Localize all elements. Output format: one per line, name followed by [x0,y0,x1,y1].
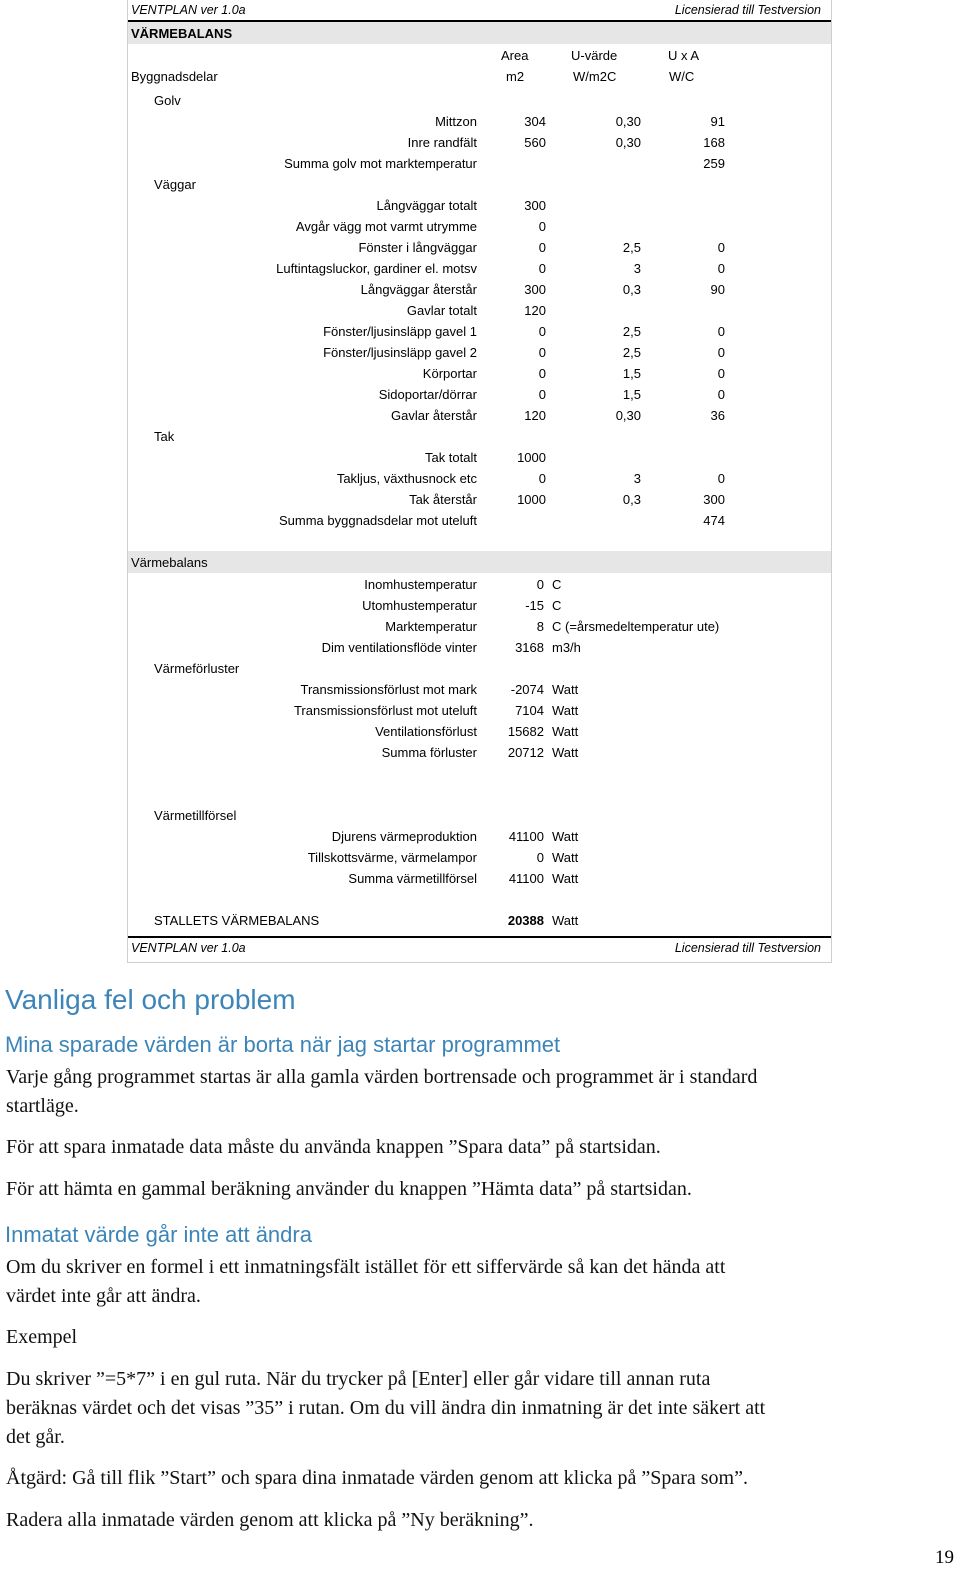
table-row [128,384,831,405]
area-cell: 0 [538,324,546,339]
ua-cell: 0 [717,471,725,486]
unit-cell: Watt [552,871,579,886]
table-row [128,468,831,489]
category-row [128,658,831,679]
paragraph: Exempel [6,1326,78,1348]
unit-cell: C (=årsmedeltemperatur ute) [552,619,720,634]
value-cell: 3168 [515,640,544,655]
table-row [128,195,831,216]
value-cell: 20388 [507,913,544,928]
row-label: Transmissionsförlust mot uteluft [293,703,477,718]
table-row [128,300,831,321]
sheet-title-bar [128,22,831,44]
row-label: Inomhustemperatur [364,577,477,592]
section-heading: Vanliga fel och problem [5,984,296,1015]
row-label: Summa golv mot marktemperatur [284,156,477,171]
unit-cell: m3/h [552,640,581,655]
unit-cell: C [552,577,562,592]
uvalue-cell: 2,5 [622,324,641,339]
paragraph-line: Du skriver ”=5*7” i en gul ruta. När du trycker på [Enter] eller går vidare till annan ruta [6,1368,711,1390]
row-label: Långväggar återstår [360,282,477,297]
unit-cell: Watt [552,745,579,760]
table-row [128,405,831,426]
unit-cell: Watt [552,850,579,865]
row-label: Summa värmetillförsel [348,871,477,886]
ua-cell: 300 [703,492,725,507]
unit-ua: W/C [669,69,695,84]
ua-cell: 0 [717,366,725,381]
row-label: Gavlar återstår [391,408,477,423]
sheet-footer-left: VENTPLAN ver 1.0a [131,941,246,955]
table-row [128,700,831,721]
table-row [128,363,831,384]
uvalue-cell: 0,30 [615,135,641,150]
ua-cell: 36 [710,408,725,423]
ua-cell: 0 [717,261,725,276]
unit-cell: Watt [552,682,579,697]
ua-cell: 168 [703,135,725,150]
value-cell: 0 [536,850,544,865]
table-row [128,826,831,847]
row-label: Fönster/ljusinsläpp gavel 1 [323,324,477,339]
balance-title: Värmebalans [131,555,208,570]
uvalue-cell: 2,5 [622,240,641,255]
table-row [128,321,831,342]
table-row [128,279,831,300]
table-row [128,679,831,700]
uvalue-cell: 0,30 [615,114,641,129]
table-row [128,595,831,616]
uvalue-cell: 0,30 [615,408,641,423]
spreadsheet-screenshot [127,0,832,963]
table-row [128,574,831,595]
ua-cell: 0 [717,345,725,360]
category-label: Tak [154,429,175,444]
table-row [128,489,831,510]
row-label: Gavlar totalt [406,303,477,318]
subheading-saved-values: Mina sparade värden är borta när jag startar programmet [5,1032,561,1057]
value-cell: -15 [525,598,544,613]
table-row [128,258,831,279]
area-cell: 1000 [517,492,546,507]
category-label: STALLETS VÄRMEBALANS [154,913,320,928]
ua-cell: 259 [703,156,725,171]
area-cell: 560 [524,135,546,150]
table-row [128,742,831,763]
area-cell: 0 [538,387,546,402]
value-cell: 41100 [508,829,544,844]
paragraph-line: värdet inte går att ändra. [6,1285,201,1307]
area-cell: 120 [524,303,546,318]
row-label: Fönster i långväggar [358,240,477,255]
value-cell: 20712 [507,745,544,760]
category-label: Golv [154,93,181,108]
table-row [128,847,831,868]
row-label: Avgår vägg mot varmt utrymme [295,219,477,234]
row-label: Takljus, växthusnock etc [336,471,477,486]
paragraph: För att hämta en gammal beräkning använder du knappen ”Hämta data” på startsidan. [6,1178,692,1200]
value-cell: -2074 [510,682,544,697]
uvalue-cell: 0,3 [622,282,641,297]
row-label: Tak återstår [409,492,477,507]
paragraph-line: startläge. [6,1095,79,1117]
ua-cell: 91 [710,114,725,129]
paragraph-line: beräknas värdet och det visas ”35” i rutan. Om du vill ändra din inmatning är det inte säkert att [6,1397,766,1419]
unit-cell: C [552,598,562,613]
table-row [128,616,831,637]
table-row [128,111,831,132]
ua-cell: 0 [717,387,725,402]
subheading-input-value: Inmatat värde går inte att ändra [5,1222,312,1247]
unit-cell: Watt [552,913,579,928]
paragraph: Åtgärd: Gå till flik ”Start” och spara dina inmatade värden genom att klicka på ”Spara som”. [6,1467,748,1489]
row-label: Inre randfält [407,135,477,150]
row-label: Dim ventilationsflöde vinter [321,640,477,655]
sheet-header-right: Licensierad till Testversion [674,3,821,17]
table-row [128,216,831,237]
area-cell: 300 [524,282,546,297]
category-label: Värmeförluster [154,661,240,676]
area-cell: 0 [538,345,546,360]
row-label: Utomhustemperatur [362,598,477,613]
ua-cell: 0 [717,240,725,255]
row-label: Körportar [422,366,477,381]
category-row [128,426,831,447]
value-cell: 15682 [507,724,544,739]
page-number: 19 [935,1547,954,1568]
area-cell: 300 [524,198,546,213]
value-cell: 41100 [508,871,544,886]
sheet-footer [128,936,831,958]
paragraph: Radera alla inmatade värden genom att klicka på ”Ny beräkning”. [6,1509,534,1531]
area-cell: 1000 [517,450,546,465]
uvalue-cell: 2,5 [622,345,641,360]
col-header-area: Area [501,48,529,63]
category-row [128,90,831,111]
unit-cell: Watt [552,703,579,718]
table-row [128,132,831,153]
paragraph: För att spara inmatade data måste du använda knappen ”Spara data” på startsidan. [6,1136,661,1158]
value-cell: 0 [536,577,544,592]
col-header-ua: U x A [668,48,700,63]
area-cell: 304 [524,114,546,129]
category-label: Värmetillförsel [154,808,237,823]
value-cell: 8 [536,619,544,634]
row-label: Summa byggnadsdelar mot uteluft [279,513,477,528]
uvalue-cell: 3 [633,261,641,276]
sheet-title: VÄRMEBALANS [131,26,233,41]
area-cell: 0 [538,219,546,234]
table-row [128,237,831,258]
ua-cell: 474 [703,513,725,528]
value-cell: 7104 [515,703,544,718]
ua-cell: 0 [717,324,725,339]
unit-cell: Watt [552,829,579,844]
table-row [128,342,831,363]
sheet-footer-right: Licensierad till Testversion [674,941,821,955]
uvalue-cell: 1,5 [622,366,641,381]
category-row [128,805,831,826]
row-label: Transmissionsförlust mot mark [300,682,477,697]
table-row [128,447,831,468]
area-cell: 0 [538,240,546,255]
table-row [128,637,831,658]
row-label: Långväggar totalt [376,198,477,213]
row-label: Tak totalt [424,450,477,465]
balance-title-bar [128,551,831,573]
category-label: Väggar [154,177,196,192]
paragraph-line: det går. [6,1426,65,1448]
category-row [128,174,831,195]
row-label: Djurens värmeproduktion [331,829,477,844]
table-row [128,868,831,889]
paragraph-line: Varje gång programmet startas är alla gamla värden bortrensade och programmet är i standard [6,1066,758,1088]
area-cell: 0 [538,261,546,276]
ua-cell: 90 [710,282,725,297]
uvalue-cell: 1,5 [622,387,641,402]
col-header-uvalue: U-värde [571,48,618,63]
sheet-header [128,0,831,22]
category-row [128,910,831,931]
table-row [128,721,831,742]
row-label: Ventilationsförlust [375,724,477,739]
unit-cell: Watt [552,724,579,739]
uvalue-cell: 0,3 [622,492,641,507]
table-row [128,510,831,531]
sheet-header-left: VENTPLAN ver 1.0a [131,3,246,17]
area-cell: 120 [524,408,546,423]
row-label: Mittzon [435,114,477,129]
unit-uvalue: W/m2C [573,69,617,84]
row-label-header: Byggnadsdelar [131,69,218,84]
row-label: Sidoportar/dörrar [378,387,477,402]
table-row [128,153,831,174]
row-label: Summa förluster [381,745,477,760]
uvalue-cell: 3 [633,471,641,486]
row-label: Marktemperatur [385,619,477,634]
row-label: Luftintagsluckor, gardiner el. motsv [276,261,477,276]
paragraph-line: Om du skriver en formel i ett inmatningsfält istället för ett siffervärde så kan det hända att [6,1256,726,1278]
row-label: Tillskottsvärme, värmelampor [307,850,477,865]
unit-area: m2 [506,69,525,84]
area-cell: 0 [538,471,546,486]
area-cell: 0 [538,366,546,381]
row-label: Fönster/ljusinsläpp gavel 2 [323,345,477,360]
